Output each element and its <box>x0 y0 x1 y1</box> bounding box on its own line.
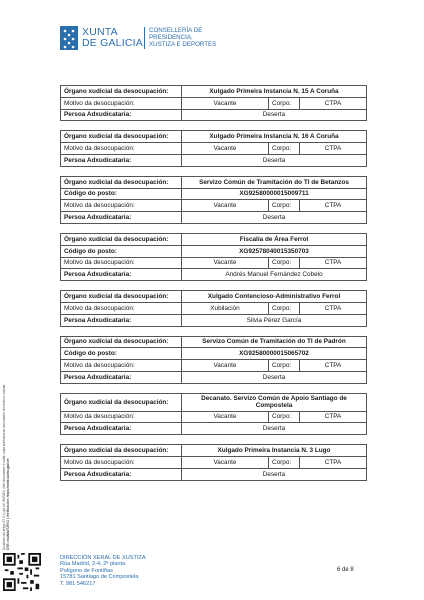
galicia-crest-icon <box>60 26 78 50</box>
corpo-value: CTPA <box>324 202 342 210</box>
vacancy-block <box>60 130 367 166</box>
footer-line-3: Polígono de Fontiñas <box>60 567 113 574</box>
persoa-value: Silvia Pérez García <box>246 316 302 324</box>
verification-line-1: Ao abeiro do artigo 27.3.c) da Lei 39/2015, este documento é unha copia auténtica do documento electrónico orixinal. <box>2 383 6 550</box>
vacancy-block <box>60 444 367 480</box>
organo-value: Xulgado Primeira Instancia N. 3 Lugo <box>217 447 331 455</box>
persoa-row <box>61 211 366 223</box>
organo-label: Órgano xudicial da desocupación: <box>61 291 182 302</box>
verification-sidebar <box>2 383 17 550</box>
organo-value: Xulgado Contencioso-Administrativo Ferrol <box>207 293 341 301</box>
organo-value: Servizo Común de Tramitación do TI de Betanzos <box>199 178 349 186</box>
motivo-value: Vacante <box>182 143 269 154</box>
motivo-row <box>61 411 366 423</box>
persoa-label: Persoa Adxudicataria: <box>61 315 182 326</box>
footer-line-1: DIRECCIÓN XERAL DE XUSTIZA <box>60 555 146 561</box>
organo-row <box>61 394 366 411</box>
motivo-label: Motivo da desocupación: <box>61 200 182 211</box>
organo-row <box>61 131 366 142</box>
codigo-value: XG92580000015009711 <box>239 190 309 198</box>
brand-line-2: DE GALICIA <box>82 37 143 49</box>
corpo-value: CTPA <box>324 99 342 107</box>
persoa-label: Persoa Adxudicataria: <box>61 469 182 480</box>
corpo-value: CTPA <box>324 362 342 370</box>
footer-line-2: Rúa Madrid, 2-4, 2ª planta <box>60 561 126 568</box>
persoa-label: Persoa Adxudicataria: <box>61 269 182 280</box>
motivo-label: Motivo da desocupación: <box>61 412 182 423</box>
verification-line-2: CVE: iwuN4wT2KV1 | Verificación: https://sede.xunta.gal/cve <box>5 458 10 550</box>
footer-address <box>60 555 146 587</box>
vacancy-block <box>60 290 367 326</box>
codigo-row <box>61 188 366 200</box>
motivo-row <box>61 142 366 154</box>
corpo-label: Corpo: <box>269 143 300 154</box>
persoa-value: Deserta <box>262 425 286 433</box>
persoa-row <box>61 109 366 121</box>
organo-label: Órgano xudicial da desocupación: <box>61 86 182 97</box>
organo-label: Órgano xudicial da desocupación: <box>61 131 182 142</box>
footer-line-4: 15781 Santiago de Compostela <box>60 574 139 581</box>
organo-value: Servizo Común de Tramitación do TI de Padrón <box>202 338 346 346</box>
organo-label: Órgano xudicial da desocupación: <box>61 234 182 245</box>
persoa-row <box>61 468 366 480</box>
corpo-value: CTPA <box>324 304 342 312</box>
persoa-value: Deserta <box>262 214 286 222</box>
vacancy-block <box>60 393 367 435</box>
footer-line-5: T. 981 546217 <box>60 580 96 587</box>
motivo-row <box>61 302 366 314</box>
codigo-row <box>61 245 366 257</box>
motivo-value: Vacante <box>182 200 269 211</box>
corpo-label: Corpo: <box>269 98 300 109</box>
motivo-row <box>61 199 366 211</box>
persoa-value: Deserta <box>262 111 286 119</box>
persoa-label: Persoa Adxudicataria: <box>61 110 182 121</box>
dept-line-3: XUSTIZA E DEPORTES <box>149 41 217 49</box>
organo-value: Fiscalía de Área Ferrol <box>239 235 309 243</box>
corpo-label: Corpo: <box>269 200 300 211</box>
organo-value: Xulgado Primeira Instancia N. 16 A Coruña <box>209 133 339 141</box>
organo-value: Decanato. Servizo Común de Apoio Santiago de Compostela <box>201 394 347 410</box>
department-name <box>149 27 216 49</box>
organo-row <box>61 337 366 348</box>
organo-row <box>61 291 366 302</box>
persoa-label: Persoa Adxudicataria: <box>61 155 182 166</box>
brand-name <box>82 27 143 49</box>
vacancy-list <box>60 85 367 490</box>
corpo-value: CTPA <box>324 458 342 466</box>
logo-divider <box>144 27 145 49</box>
persoa-value: Deserta <box>262 373 286 381</box>
motivo-row <box>61 456 366 468</box>
corpo-value: CTPA <box>324 259 342 267</box>
corpo-label: Corpo: <box>269 258 300 269</box>
organo-row <box>61 86 366 97</box>
persoa-row <box>61 371 366 383</box>
motivo-label: Motivo da desocupación: <box>61 457 182 468</box>
organo-row <box>61 445 366 456</box>
codigo-row <box>61 347 366 359</box>
motivo-value: Vacante <box>182 258 269 269</box>
persoa-row <box>61 422 366 434</box>
vacancy-block <box>60 233 367 281</box>
corpo-label: Corpo: <box>269 360 300 371</box>
motivo-value: Vacante <box>182 98 269 109</box>
qr-code-icon <box>3 553 41 591</box>
motivo-row <box>61 257 366 269</box>
motivo-label: Motivo da desocupación: <box>61 143 182 154</box>
persoa-value: Deserta <box>262 156 286 164</box>
motivo-row <box>61 97 366 109</box>
organo-label: Órgano xudicial da desocupación: <box>61 177 182 188</box>
organo-value: Xulgado Primeira Instancia N. 15 A Coruña <box>209 87 339 95</box>
persoa-label: Persoa Adxudicataria: <box>61 423 182 434</box>
motivo-row <box>61 359 366 371</box>
corpo-label: Corpo: <box>269 412 300 423</box>
corpo-label: Corpo: <box>269 303 300 314</box>
persoa-row <box>61 154 366 166</box>
persoa-label: Persoa Adxudicataria: <box>61 372 182 383</box>
persoa-row <box>61 268 366 280</box>
persoa-row <box>61 314 366 326</box>
codigo-value: XG92580000015065702 <box>239 350 309 358</box>
corpo-value: CTPA <box>324 413 342 421</box>
motivo-label: Motivo da desocupación: <box>61 258 182 269</box>
persoa-label: Persoa Adxudicataria: <box>61 212 182 223</box>
organo-row <box>61 177 366 188</box>
persoa-value: Andrés Manuel Fernández Cobelo <box>225 271 323 279</box>
corpo-label: Corpo: <box>269 457 300 468</box>
corpo-value: CTPA <box>324 145 342 153</box>
page-number: 6 de 8 <box>337 567 354 573</box>
organo-row <box>61 234 366 245</box>
motivo-value: Vacante <box>182 412 269 423</box>
codigo-label: Código do posto: <box>61 189 182 200</box>
motivo-value: Vacante <box>182 360 269 371</box>
motivo-label: Motivo da desocupación: <box>61 360 182 371</box>
vacancy-block <box>60 85 367 121</box>
brand-line-1: XUNTA <box>82 26 118 38</box>
motivo-label: Motivo da desocupación: <box>61 98 182 109</box>
dept-line-1: CONSELLERÍA DE <box>149 27 203 34</box>
vacancy-block <box>60 336 367 384</box>
codigo-value: XG92578040015350703 <box>239 247 309 255</box>
motivo-value: Vacante <box>182 457 269 468</box>
verification-text <box>3 384 10 550</box>
codigo-label: Código do posto: <box>61 348 182 359</box>
organo-label: Órgano xudicial da desocupación: <box>61 445 182 456</box>
motivo-label: Motivo da desocupación: <box>61 303 182 314</box>
organo-label: Órgano xudicial da desocupación: <box>61 337 182 348</box>
organo-label: Órgano xudicial da desocupación: <box>61 394 182 411</box>
codigo-label: Código do posto: <box>61 246 182 257</box>
persoa-value: Deserta <box>262 470 286 478</box>
dept-line-2: PRESIDENCIA, <box>149 34 193 42</box>
vacancy-block <box>60 176 367 224</box>
motivo-value: Xubilación <box>182 303 269 314</box>
